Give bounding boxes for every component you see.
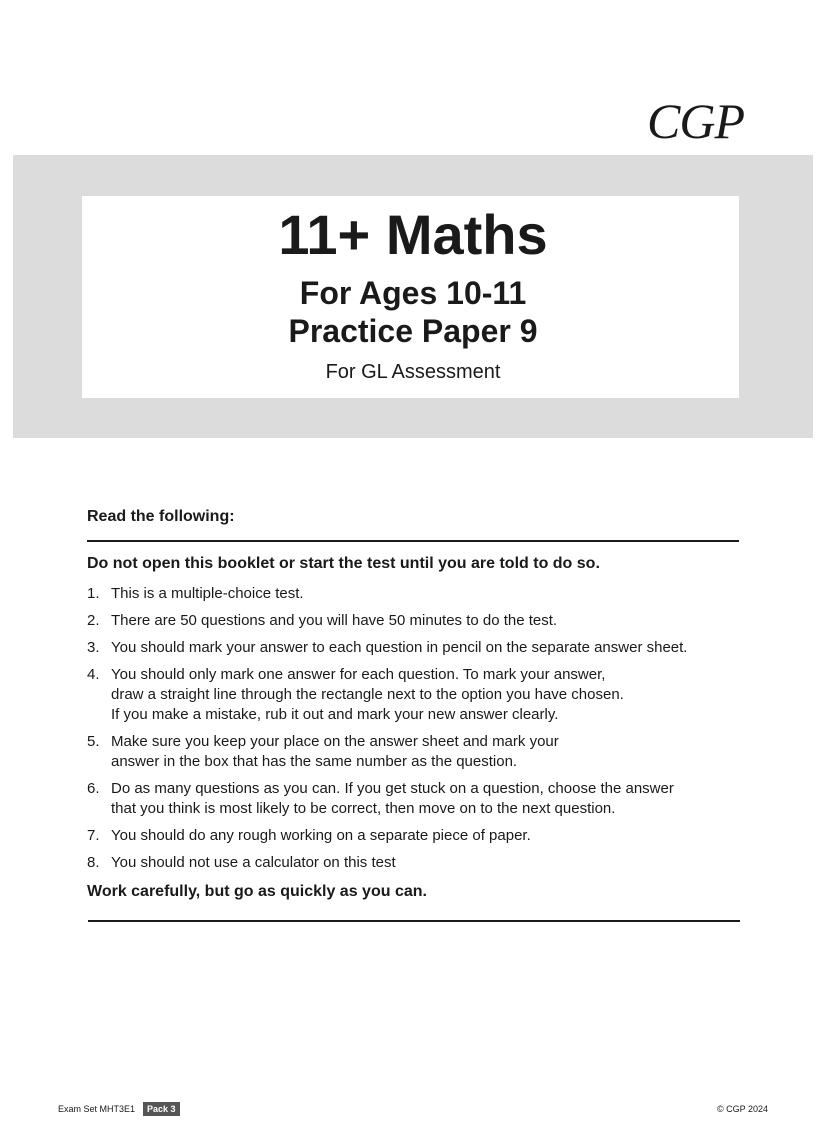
instructions-list <box>87 584 727 880</box>
subtitle-ages: For Ages 10-11 <box>299 275 527 311</box>
item-number: 4. <box>87 666 100 683</box>
list-item <box>87 638 727 658</box>
item-text: You should only mark one answer for each question. To mark your answer, draw a straight line through the rectangle next to the option you have chosen. If you make a mistake, rub it out and mark your new answer clearly. <box>111 666 624 723</box>
instructions-heading: Read the following: <box>87 508 235 525</box>
subtitle-paper: Practice Paper 9 <box>288 313 538 349</box>
item-number: 7. <box>87 827 100 844</box>
cgp-logo: CGP <box>647 93 744 149</box>
divider-bottom <box>88 920 740 922</box>
closing-statement: Work carefully, but go as quickly as you can. <box>87 883 427 900</box>
item-text: There are 50 questions and you will have 50 minutes to do the test. <box>111 612 558 629</box>
assessment-label: For GL Assessment <box>325 361 501 383</box>
footer-copyright: © CGP 2024 <box>717 1104 768 1114</box>
item-number: 5. <box>87 733 100 750</box>
exam-set-code: Exam Set MHT3E1 <box>58 1104 136 1114</box>
pack-badge: Pack 3 <box>143 1102 180 1116</box>
item-number: 6. <box>87 780 100 797</box>
instructions-warning: Do not open this booklet or start the test until you are told to do so. <box>87 555 600 572</box>
item-text: You should mark your answer to each question in pencil on the separate answer sheet. <box>111 639 688 656</box>
page-title: 11+ Maths <box>278 203 548 266</box>
item-number: 8. <box>87 854 100 871</box>
list-item <box>87 779 727 819</box>
list-item <box>87 826 727 846</box>
item-text: Do as many questions as you can. If you get stuck on a question, choose the answer that you think is most likely to be correct, then move on to the next question. <box>111 780 674 817</box>
list-item <box>87 611 727 631</box>
item-number: 2. <box>87 612 100 629</box>
list-item <box>87 732 727 772</box>
item-text: You should do any rough working on a separate piece of paper. <box>111 827 531 844</box>
list-item <box>87 665 727 725</box>
item-number: 1. <box>87 585 100 602</box>
item-text: This is a multiple-choice test. <box>111 585 304 602</box>
item-text: You should not use a calculator on this test <box>111 854 396 871</box>
divider-top <box>87 540 739 542</box>
item-number: 3. <box>87 639 100 656</box>
footer-exam-info <box>58 1102 180 1116</box>
list-item <box>87 853 727 873</box>
list-item <box>87 584 727 604</box>
item-text: Make sure you keep your place on the answer sheet and mark your answer in the box that has the same number as the question. <box>111 733 559 770</box>
